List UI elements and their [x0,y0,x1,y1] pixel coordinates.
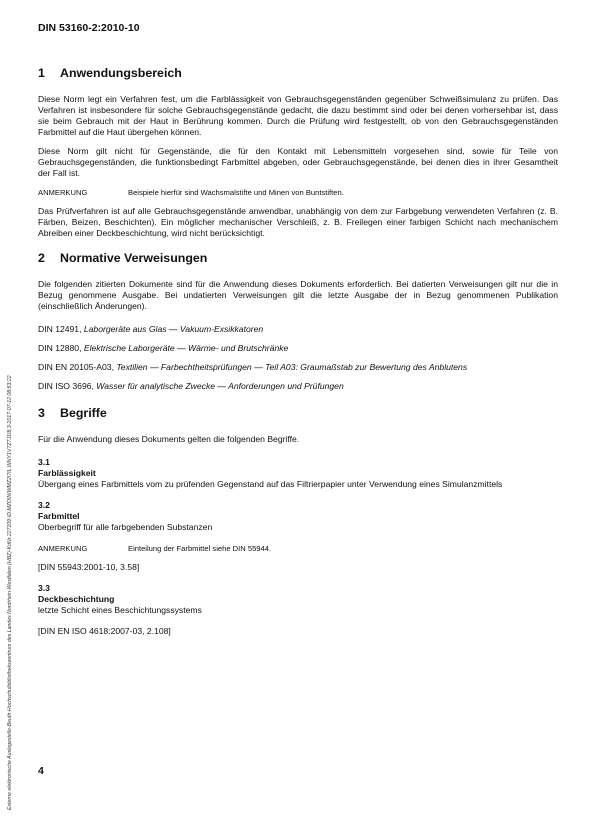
reference-item [38,324,558,335]
note-text: Einteilung der Farbmittel siehe DIN 55944. [128,544,272,553]
reference-item [38,343,558,354]
note-text: Beispiele hierfür sind Wachsmalstifte und Minen von Buntstiften. [128,188,344,197]
reference-code: DIN EN 20105-A03, [38,362,114,372]
term-name: Farblässigkeit [38,468,96,478]
watermark-text: Externe elektronische Auslegestelle-Beuth-Hochschulbibliothekszentrum des Landes Nordrhein-Westfalen (HBZ)-KdNr.227109-ID.MZOINIWMZ2I7IL.WNY1V7ZTJ1I8.3-2017-07-12 08:53:22 [7,375,13,810]
term-source: [DIN EN ISO 4618:2007-03, 2.108] [38,626,171,636]
scope-paragraph-2: Diese Norm gilt nicht für Gegenstände, die für den Kontakt mit Lebensmitteln vorgesehen sind, sowie für Teile von Gebrauchsgegenständen, die funktionsbedingt Farbmittel abgeben, oder Gebrauchsgegenstände, bei denen dies in ihrer Gesamtheit der Fall ist. [38,146,558,178]
references-intro: Die folgenden zitierten Dokumente sind für die Anwendung dieses Dokuments erforderlich. Bei datierten Verweisungen gilt nur die in Bezug genommene Ausgabe. Bei undatierten Verweisungen gilt die letzte Ausgabe der in Bezug genommenen Publikation (einschließlich Änderungen). [38,279,558,311]
section-number: 1 [38,66,45,80]
section-scope [38,66,558,239]
section-terms [38,406,558,637]
section-title: Normative Verweisungen [60,251,208,265]
term-definition: Oberbegriff für alle farbgebenden Substanzen [38,522,213,532]
term-number: 3.1 [38,457,50,467]
reference-title: Textilien — Farbechtheitsprüfungen — Teil A03: Graumaßstab zur Bewertung des Anblutens [116,362,468,372]
term-definition: letzte Schicht eines Beschichtungssystems [38,605,202,615]
reference-code: DIN ISO 3696, [38,381,94,391]
note [38,543,558,554]
document-id: DIN 53160-2:2010-10 [38,22,140,34]
reference-code: DIN 12880, [38,343,82,353]
reference-item [38,362,558,373]
reference-item [38,381,558,392]
section-number: 2 [38,251,45,265]
terms-intro: Für die Anwendung dieses Dokuments gelten die folgenden Begriffe. [38,434,300,444]
term-entry [38,500,558,573]
reference-title: Wasser für analytische Zwecke — Anforderungen und Prüfungen [96,381,344,391]
section-heading [38,66,558,80]
term-source: [DIN 55943:2001-10, 3.58] [38,562,140,572]
scope-paragraph-1: Diese Norm legt ein Verfahren fest, um die Farblässigkeit von Gebrauchsgegenständen gegenüber Schweißsimulanz zu prüfen. Das Verfahren ist insbesondere für solche Gebrauchsgegenstände gedacht, die dazu bestimmt sind oder bei denen vorhersehbar ist, dass sie beim Gebrauch mit der Haut in Berührung kommen. Durch die Prüfung wird festgestellt, ob von den Gebrauchsgegenständen Farbmittel auf die Haut übergehen können. [38,94,558,137]
term-name: Deckbeschichtung [38,594,115,604]
section-title: Begriffe [60,406,107,420]
note [38,187,558,198]
scope-paragraph-3: Das Prüfverfahren ist auf alle Gebrauchsgegenstände anwendbar, unabhängig von dem zur Farbgebung verwendeten Verfahren (z. B. Färben, Beizen, Beschichten). Ein möglicher mechanischer Verschleiß, z. B. Freilegen einer farbigen Schicht nach mechanischem Abreiben einer Deckbeschichtung, wird nicht berücksichtigt. [38,206,558,238]
note-label: ANMERKUNG [38,188,88,197]
section-heading [38,406,558,420]
page-number: 4 [38,765,44,777]
term-name: Farbmittel [38,511,80,521]
section-title: Anwendungsbereich [60,66,182,80]
term-entry [38,583,558,637]
term-number: 3.3 [38,583,50,593]
reference-code: DIN 12491, [38,324,82,334]
document-body [38,66,558,647]
section-number: 3 [38,406,45,420]
note-label: ANMERKUNG [38,544,88,553]
term-entry [38,457,558,490]
term-number: 3.2 [38,500,50,510]
section-normative-references [38,251,558,392]
side-watermark [4,150,14,810]
reference-title: Laborgeräte aus Glas — Vakuum-Exsikkatoren [83,324,264,334]
section-heading [38,251,558,265]
reference-title: Elektrische Laborgeräte — Wärme- und Brutschränke [83,343,289,353]
term-definition: Übergang eines Farbmittels vom zu prüfenden Gegenstand auf das Filtrierpapier unter Verwendung eines Simulanzmittels [38,479,503,489]
